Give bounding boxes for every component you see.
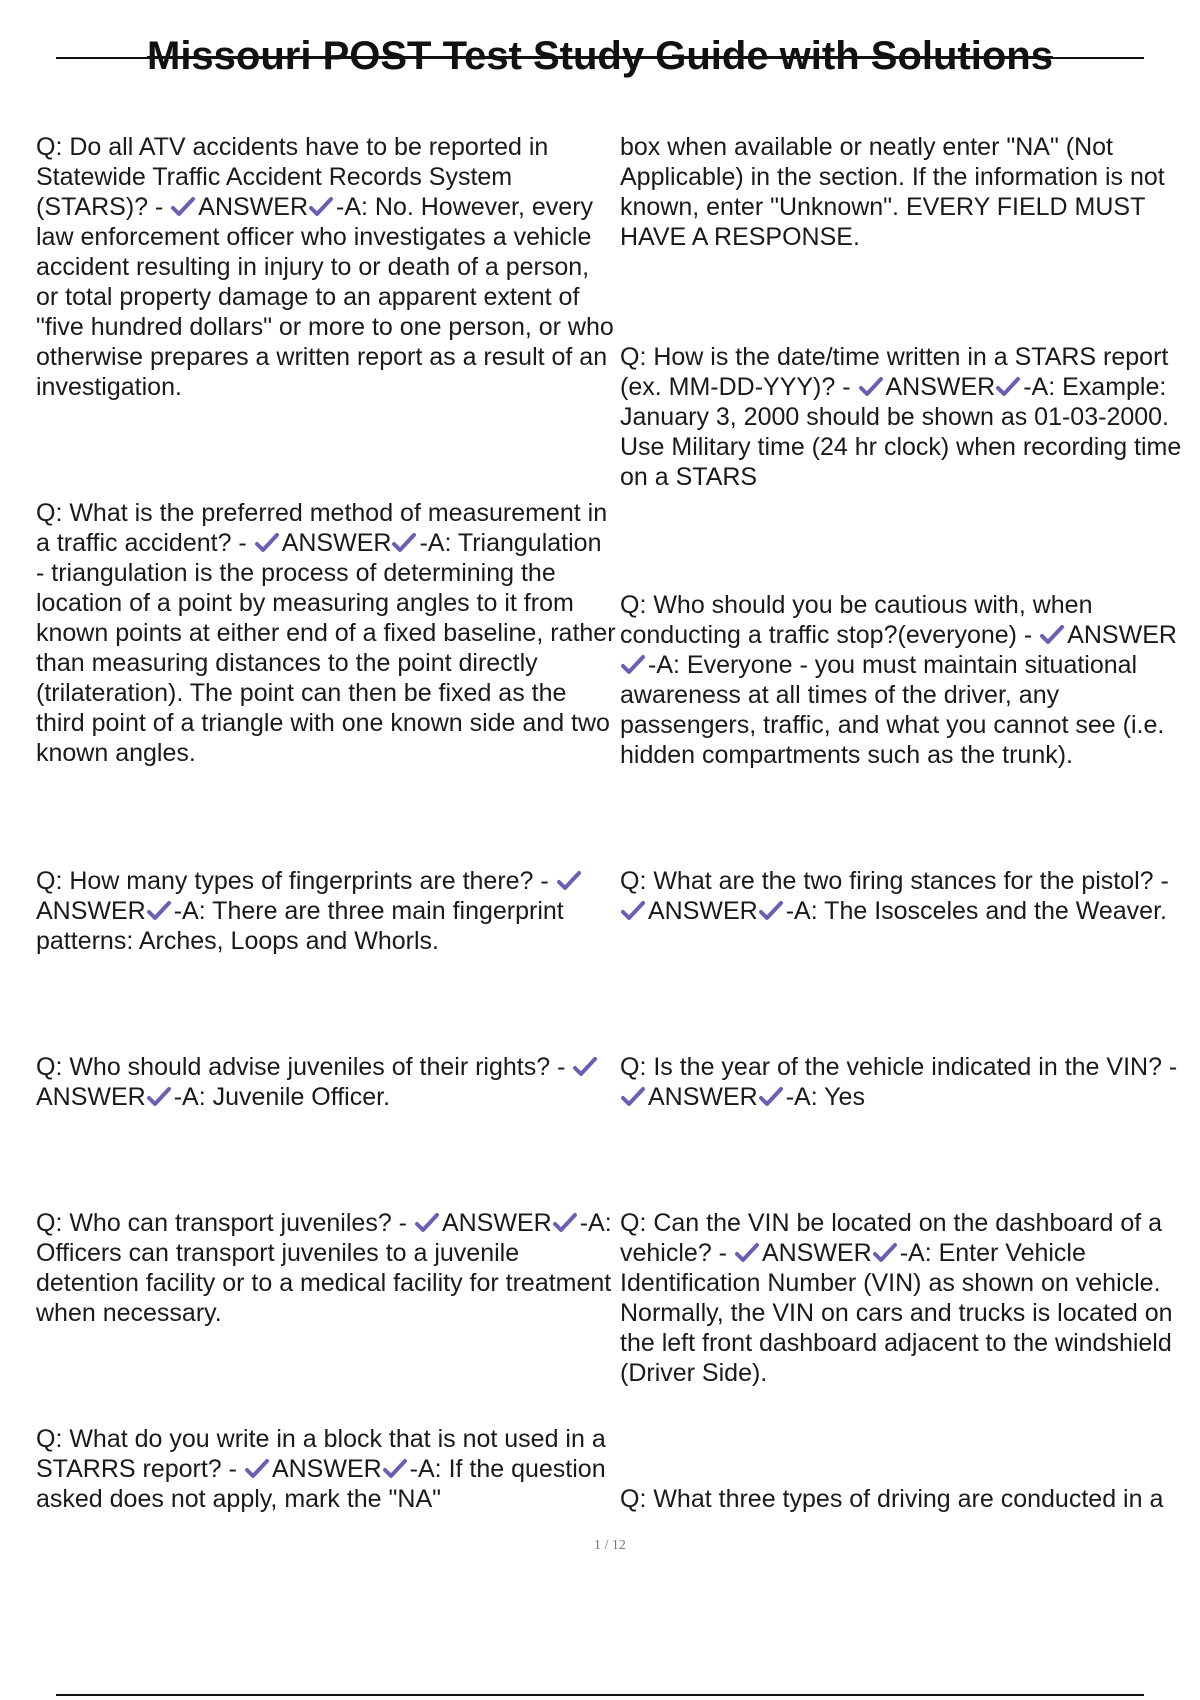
- answer-text: box when available or neatly enter "NA" (Not Applicable) in the section. If the information is not known, enter "Unknown". EVERY FIELD MUST HAVE A RESPONSE.: [620, 133, 1165, 251]
- question-text: Q: Can the VIN be located on the dashboard of a vehicle? -: [620, 1209, 1163, 1267]
- answer-text: -A: If the question asked does not apply, mark the "NA": [36, 1455, 606, 1513]
- answer-label: ANSWER: [271, 1455, 382, 1483]
- answer-label: ANSWER: [761, 1239, 872, 1267]
- check-icon: [146, 900, 172, 922]
- check-icon: [308, 196, 334, 218]
- question-text: Q: How many types of fingerprints are there? -: [36, 867, 556, 895]
- check-icon: [620, 900, 646, 922]
- qa-item-fingerprints: [36, 866, 616, 956]
- qa-item-juvenile-rights: [36, 1052, 616, 1112]
- answer-text: -A: Triangulation - triangulation is the process of determining the location of a point by measuring angles to it from known points at either end of a fixed baseline, rather than measuring distances to the point directly (trilateration). The point can then be fixed as the third point of a triangle with one known side and two known angles.: [36, 529, 616, 767]
- answer-text: -A: Everyone - you must maintain situational awareness at all times of the driver, any passengers, traffic, and what you cannot see (i.e. hidden compartments such as the trunk).: [620, 651, 1165, 769]
- question-text: Q: What are the two firing stances for the pistol? -: [620, 867, 1169, 895]
- question-text: Q: Do all ATV accidents have to be reported in Statewide Traffic Accident Records System (STARS)? -: [36, 133, 549, 221]
- qa-item-atv-accidents: [36, 132, 616, 402]
- answer-text: -A: There are three main fingerprint patterns: Arches, Loops and Whorls.: [36, 897, 564, 955]
- answer-label: ANSWER: [1067, 621, 1177, 649]
- check-icon: [552, 1212, 578, 1234]
- question-text: Q: Who should advise juveniles of their rights? -: [36, 1053, 573, 1081]
- qa-item-driving-types: [620, 1484, 1190, 1514]
- qa-item-measurement: [36, 498, 616, 768]
- question-text: Q: What three types of driving are conducted in a: [620, 1485, 1164, 1513]
- check-icon: [758, 1086, 784, 1108]
- answer-text: -A: No. However, every law enforcement officer who investigates a vehicle accident resulting in injury to or death of a person, or total property damage to an apparent extent of "five hundred dollars" or more to one person, or who otherwise prepares a written report as a result of an investigation.: [36, 193, 614, 401]
- check-icon: [758, 900, 784, 922]
- check-icon: [391, 532, 417, 554]
- check-icon: [254, 532, 280, 554]
- answer-label: ANSWER: [648, 1083, 758, 1111]
- answer-label: ANSWER: [36, 897, 146, 925]
- answer-label: ANSWER: [441, 1209, 552, 1237]
- check-icon: [1039, 624, 1065, 646]
- question-text: Q: How is the date/time written in a STARS report (ex. MM-DD-YYY)? -: [620, 343, 1169, 401]
- check-icon: [244, 1458, 270, 1480]
- answer-text: -A: The Isosceles and the Weaver.: [785, 897, 1167, 925]
- answer-text: -A: Yes: [785, 1083, 865, 1111]
- answer-label: ANSWER: [885, 373, 996, 401]
- check-icon: [146, 1086, 172, 1108]
- answer-label: ANSWER: [198, 193, 308, 221]
- answer-text: -A: Example: January 3, 2000 should be shown as 01-03-2000. Use Military time (24 hr clock) when recording time on a STARS: [620, 373, 1182, 491]
- qa-item-unused-block: [36, 1424, 616, 1514]
- answer-label: ANSWER: [648, 897, 758, 925]
- check-icon: [858, 376, 884, 398]
- check-icon: [572, 1056, 598, 1078]
- qa-item-juvenile-transport: [36, 1208, 616, 1328]
- answer-label: ANSWER: [36, 1083, 146, 1111]
- qa-item-vin-year: [620, 1052, 1190, 1112]
- footer-rule: [56, 1694, 1144, 1696]
- question-text: Q: What do you write in a block that is not used in a STARRS report? -: [36, 1425, 606, 1483]
- answer-text: -A: Juvenile Officer.: [173, 1083, 391, 1111]
- qa-item-traffic-stop: [620, 590, 1190, 770]
- check-icon: [556, 870, 582, 892]
- qa-item-vin-dashboard: [620, 1208, 1190, 1388]
- answer-text: -A: Officers can transport juveniles to a juvenile detention facility or to a medical facility for treatment when necessary.: [36, 1209, 612, 1327]
- check-icon: [382, 1458, 408, 1480]
- check-icon: [620, 1086, 646, 1108]
- check-icon: [170, 196, 196, 218]
- question-text: Q: Who can transport juveniles? -: [36, 1209, 414, 1237]
- check-icon: [995, 376, 1021, 398]
- answer-label: ANSWER: [281, 529, 392, 557]
- question-text: Q: What is the preferred method of measurement in a traffic accident? -: [36, 499, 608, 557]
- page-number: 1 / 12: [594, 1538, 626, 1553]
- check-icon: [414, 1212, 440, 1234]
- check-icon: [620, 654, 646, 676]
- question-text: Q: Is the year of the vehicle indicated in the VIN? -: [620, 1053, 1178, 1081]
- check-icon: [872, 1242, 898, 1264]
- qa-item-date-time: [620, 342, 1190, 492]
- qa-item-firing-stances: [620, 866, 1190, 926]
- question-text: Q: Who should you be cautious with, when conducting a traffic stop?(everyone) -: [620, 591, 1093, 649]
- answer-text: -A: Enter Vehicle Identification Number (VIN) as shown on vehicle. Normally, the VIN on cars and trucks is located on the left front dashboard adjacent to the windshield (Driver Side).: [620, 1239, 1173, 1387]
- check-icon: [734, 1242, 760, 1264]
- page-title: Missouri POST Test Study Guide with Solutions: [147, 34, 1053, 78]
- title-area: [56, 28, 1144, 88]
- qa-continuation-unused-block: [620, 132, 1190, 252]
